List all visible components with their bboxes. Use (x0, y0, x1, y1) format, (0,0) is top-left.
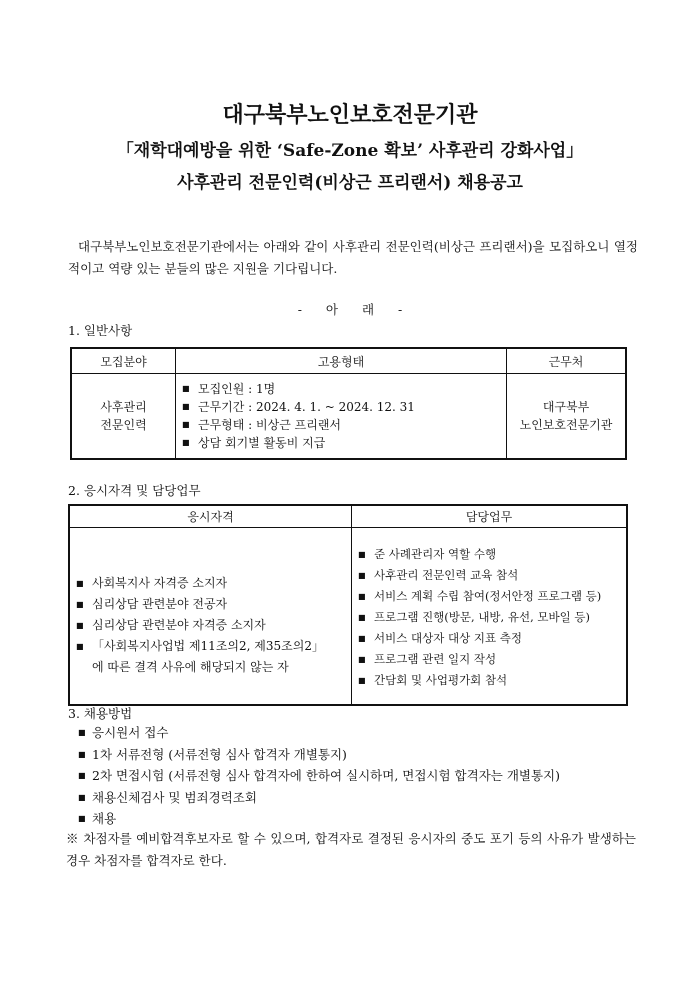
list-item: ■ 2차 면접시험 (서류전형 심사 합격자에 한하여 실시하며, 면접시험 합격자는 개별통지) (76, 765, 560, 787)
notice-title: 사후관리 전문인력(비상근 프리랜서) 채용공고 (177, 173, 523, 193)
list-item: ■ 심리상담 관련분야 자격증 소지자 (70, 615, 351, 636)
list-item: ■ 간담회 및 사업평가회 참석 (352, 670, 626, 691)
field-line: 전문인력 (100, 418, 147, 432)
qualification-continuation: 에 따른 결격 사유에 해당되지 않는 자 (92, 659, 289, 674)
employment-cell (176, 374, 507, 460)
table-header-row (71, 348, 626, 374)
list-item: ■ 준 사례관리자 역할 수행 (352, 544, 626, 565)
list-item: ■ 사회복지사 자격증 소지자 (70, 573, 351, 594)
list-item: ■ 채용 (76, 808, 560, 830)
field-cell (71, 374, 176, 460)
list-item: ■ 1차 서류전형 (서류전형 심사 합격자 개별통지) (76, 744, 560, 766)
list-item: ■ 채용신체검사 및 범죄경력조회 (76, 787, 560, 809)
general-info-table (70, 347, 627, 460)
table-row (69, 528, 627, 706)
field-line: 사후관리 (100, 400, 147, 414)
reserve-note: ※ 차점자를 예비합격후보자로 할 수 있으며, 합격자로 결정된 응시자의 중도 포기 등의 사유가 발생하는 경우 차점자를 합격자로 한다. (66, 831, 636, 868)
list-item: ■ 사후관리 전문인력 교육 참석 (352, 565, 626, 586)
org-title: 대구북부노인보호전문기관 (222, 102, 478, 128)
qualification-cell (69, 528, 352, 706)
workplace-cell (507, 374, 627, 460)
list-item: ■ 「사회복지사업법 제11조의2, 제35조의2」 (70, 636, 351, 657)
header-employment: 고용형태 (176, 348, 507, 374)
section-1-heading: 1. 일반사항 (68, 323, 133, 338)
ara-marker: - 아 래 - (297, 302, 403, 317)
list-item: ■ 근무형태 : 비상근 프리랜서 (176, 416, 506, 434)
list-item: ■ 프로그램 관련 일지 작성 (352, 649, 626, 670)
duties-cell (352, 528, 628, 706)
list-item: ■ 심리상담 관련분야 전공자 (70, 594, 351, 615)
list-item: ■ 프로그램 진행(방문, 내방, 유선, 모바일 등) (352, 607, 626, 628)
project-title: 「재학대예방을 위한 ‘Safe-Zone 확보’ 사후관리 강화사업」 (116, 141, 584, 161)
header-workplace: 근무처 (507, 348, 627, 374)
list-item: ■ 모집인원 : 1명 (176, 380, 506, 398)
list-item: ■ 근무기간 : 2024. 4. 1. ~ 2024. 12. 31 (176, 398, 506, 416)
header-field: 모집분야 (71, 348, 176, 374)
list-item: ■ 서비스 계획 수립 참여(정서안정 프로그램 등) (352, 586, 626, 607)
section-3-heading: 3. 채용방법 (68, 706, 133, 721)
header-qualification: 응시자격 (69, 505, 352, 528)
header-duties: 담당업무 (352, 505, 628, 528)
list-item: ■ 응시원서 접수 (76, 722, 560, 744)
list-item: ■ 상담 회기별 활동비 지급 (176, 434, 506, 452)
table-row (71, 374, 626, 460)
table-header-row (69, 505, 627, 528)
workplace-line: 노인보호전문기관 (519, 418, 613, 432)
qualification-table (68, 504, 628, 706)
workplace-line: 대구북부 (542, 400, 590, 414)
section-2-heading: 2. 응시자격 및 담당업무 (68, 483, 201, 498)
list-item: ■ 서비스 대상자 대상 지표 측정 (352, 628, 626, 649)
hiring-steps-list (76, 722, 560, 830)
intro-paragraph: 대구북부노인보호전문기관에서는 아래와 같이 사후관리 전문인력(비상근 프리랜서)을 모집하오니 열정적이고 역량 있는 분들의 많은 지원을 기다립니다. (68, 239, 638, 276)
